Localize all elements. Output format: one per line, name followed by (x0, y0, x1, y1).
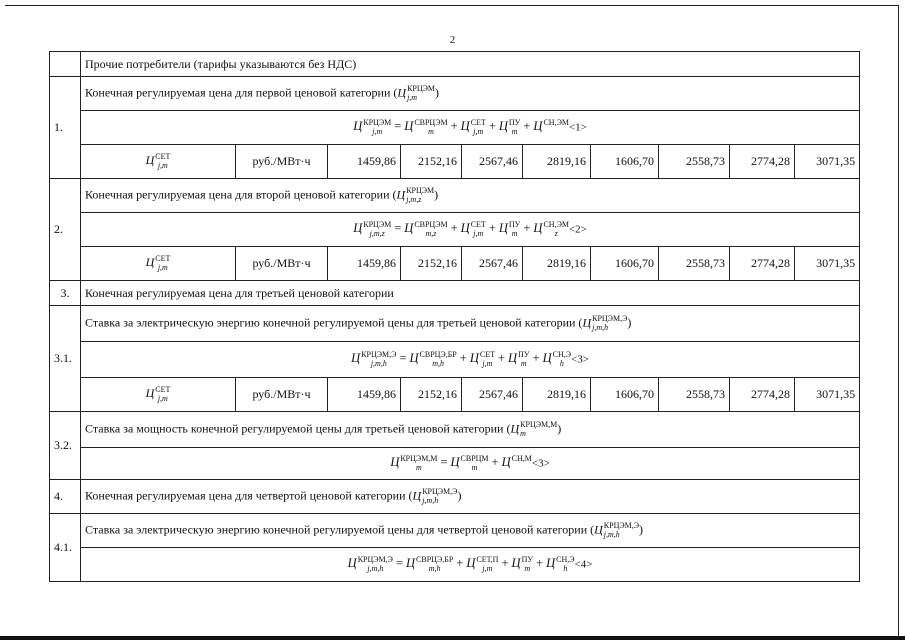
formula (81, 111, 860, 145)
table-row (50, 306, 860, 342)
symbol-sup: СЕТ (470, 118, 486, 127)
symbol-sup: СЕТ (155, 254, 171, 263)
symbol-sup: СН,Э (556, 555, 575, 564)
symbol-sub: z (554, 229, 558, 238)
symbol-sup: СВРЦЭ,БР (416, 555, 454, 564)
operator: + (459, 351, 467, 366)
page-number: 2 (449, 34, 456, 46)
section-label (81, 514, 860, 548)
operator: + (536, 556, 544, 571)
symbol-sup: СВРЦМ (460, 454, 489, 463)
symbol-base: Ц (546, 556, 556, 571)
symbol-sup: СВРЦЭМ (414, 220, 448, 229)
section-number: 4. (50, 480, 81, 514)
formula (81, 342, 860, 378)
symbol-sup: ПУ (518, 350, 530, 359)
label-close: ) (627, 315, 632, 330)
symbol-base: Ц (412, 488, 422, 503)
symbol (406, 555, 454, 573)
tariff-value-cell: 2774,28 (730, 378, 795, 412)
symbol (511, 555, 534, 573)
symbol-sub: m (520, 429, 526, 438)
symbol (466, 555, 499, 573)
tariff-value-cell: 1459,86 (328, 145, 401, 179)
symbol-sub: j,m,h (603, 530, 620, 539)
symbol-sub: j,m (482, 359, 493, 368)
symbol (353, 220, 392, 238)
symbol-sup: КРЦЭМ,М (400, 454, 438, 463)
unit-cell: руб./МВт·ч (236, 378, 328, 412)
symbol-base: Ц (353, 221, 363, 236)
symbol-sup: ПУ (508, 220, 521, 229)
table-row (50, 342, 860, 378)
table-row (50, 213, 860, 247)
symbol-sup: КРЦЭМ,Э (361, 350, 397, 359)
symbol-base: Ц (460, 221, 470, 236)
symbol-base: Ц (582, 315, 592, 330)
unit-cell: руб./МВт·ч (236, 247, 328, 281)
symbol-sup: КРЦЭМ (407, 84, 436, 93)
table-row (50, 77, 860, 111)
table-row (50, 378, 860, 412)
tariff-value-cell: 2819,16 (523, 247, 591, 281)
table-row (50, 281, 860, 306)
tariff-value-cell: 1606,70 (591, 378, 659, 412)
symbol-base: Ц (533, 221, 543, 236)
symbol-sup: КРЦЭМ,Э (357, 555, 393, 564)
symbol-base: Ц (469, 351, 479, 366)
table-row (50, 111, 860, 145)
symbol-sup: СВРЦЭМ (414, 118, 448, 127)
symbol (546, 555, 575, 573)
symbol (498, 220, 521, 238)
symbol (450, 454, 489, 472)
operator: + (450, 119, 458, 134)
table-row (50, 412, 860, 448)
symbol-sup: СЕТ (470, 220, 486, 229)
label-close: ) (639, 522, 644, 537)
symbol (409, 350, 457, 368)
tariff-value-cell: 2567,46 (462, 378, 523, 412)
symbol-base: Ц (450, 455, 460, 470)
section-number: 2. (50, 179, 81, 281)
rate-symbol-cell (81, 378, 236, 412)
operator: = (394, 119, 402, 134)
section-label (81, 179, 860, 213)
symbol-sub: m (511, 229, 518, 238)
symbol-sub: j,m,z (406, 195, 422, 204)
symbol-sup: СЕТ (479, 350, 495, 359)
symbol-base: Ц (510, 421, 520, 436)
symbol-sup: СВРЦЭ,БР (419, 350, 457, 359)
tariff-table (49, 51, 860, 582)
symbol-sup: КРЦЭМ (363, 118, 392, 127)
symbol (145, 254, 171, 272)
symbol (404, 220, 448, 238)
symbol-sub: j,m,h (367, 564, 384, 573)
tariff-value-cell: 2819,16 (523, 378, 591, 412)
symbol-sub: m (520, 359, 527, 368)
symbol-base: Ц (145, 255, 155, 270)
section-label (81, 77, 860, 111)
tariff-value-cell: 1606,70 (591, 145, 659, 179)
symbol-sup: СН,М (511, 454, 532, 463)
symbol-sub: j,m,z (369, 229, 385, 238)
table-row (50, 548, 860, 582)
symbol-sup: ПУ (508, 118, 521, 127)
symbol (498, 118, 521, 136)
symbol (542, 350, 572, 368)
symbol-base: Ц (404, 119, 414, 134)
symbol-sup: КРЦЭМ,Э (422, 487, 458, 496)
tariff-value-cell: 2152,16 (401, 145, 462, 179)
symbol-base: Ц (466, 556, 476, 571)
tariff-value-cell: 1606,70 (591, 247, 659, 281)
symbol-base: Ц (409, 351, 419, 366)
symbol-base: Ц (397, 85, 407, 100)
symbol-sub: m,z (425, 229, 437, 238)
symbol (508, 350, 530, 368)
label-text: Ставка за электрическую энергию конечной регулируемой цены для третьей ценовой категории ( (85, 315, 583, 330)
table-row (50, 448, 860, 480)
operator: + (488, 119, 496, 134)
operator: + (501, 556, 509, 571)
symbol-sub: m,h (428, 564, 441, 573)
unit-cell: руб./МВт·ч (236, 145, 328, 179)
tariff-value-cell: 3071,35 (795, 378, 860, 412)
section-number: 4.1. (50, 514, 81, 582)
table-row (50, 247, 860, 281)
label-close: ) (434, 187, 439, 202)
symbol-base: Ц (145, 386, 155, 401)
tariff-value-cell: 2567,46 (462, 247, 523, 281)
formula-reference: <3> (531, 457, 550, 470)
page-edge-shadow (0, 636, 905, 640)
operator: + (488, 221, 496, 236)
table-row (50, 514, 860, 548)
symbol-sub: j,m (473, 229, 484, 238)
label-text: Конечная регулируемая цена для четвертой ценовой категории ( (85, 488, 413, 503)
formula-reference: <4> (574, 558, 593, 571)
symbol-base: Ц (404, 221, 414, 236)
symbol-sub: j,m (157, 394, 168, 403)
symbol-sub: m,h (432, 359, 445, 368)
symbol-sub: j,m,h (592, 323, 609, 332)
symbol-sub: h (563, 564, 568, 573)
formula (81, 548, 860, 582)
symbol-base: Ц (533, 119, 543, 134)
operator: + (523, 221, 531, 236)
tariff-value-cell: 2774,28 (730, 145, 795, 179)
symbol-base: Ц (594, 522, 603, 537)
symbol-sup: КРЦЭМ,Э (603, 521, 640, 530)
operator: + (532, 351, 540, 366)
operator: + (497, 351, 506, 366)
symbol (145, 152, 171, 170)
symbol-sub: j,m (372, 127, 383, 136)
label-close: ) (557, 421, 562, 436)
tariff-value-cell: 3071,35 (795, 145, 860, 179)
section-number: 3. (50, 281, 81, 306)
symbol-sub: j,m (482, 564, 493, 573)
label-text: Конечная регулируемая цена для первой ценовой категории ( (85, 85, 398, 100)
symbol (469, 350, 495, 368)
operator: + (523, 119, 531, 134)
section-label (81, 480, 860, 514)
symbol-base: Ц (347, 556, 357, 571)
label-text: Конечная регулируемая цена для второй ценовой категории ( (85, 187, 397, 202)
symbol-base: Ц (351, 351, 361, 366)
symbol (347, 555, 393, 573)
symbol-sub: j,m (157, 161, 168, 170)
tariff-value-cell: 2558,73 (659, 145, 730, 179)
symbol-sup: СН,ЭМ (543, 220, 569, 229)
table-row (50, 179, 860, 213)
symbol-sup: ПУ (521, 555, 534, 564)
tariff-value-cell: 2567,46 (462, 145, 523, 179)
symbol-base: Ц (542, 351, 552, 366)
symbol (533, 220, 569, 238)
symbol-base: Ц (498, 221, 508, 236)
table-row (50, 52, 860, 77)
tariff-value-cell: 1459,86 (328, 378, 401, 412)
symbol-sub: m (415, 463, 422, 472)
symbol-sub: j,m (407, 93, 418, 102)
symbol-sub: m (428, 127, 434, 136)
section-label (81, 306, 860, 342)
symbol-base: Ц (511, 556, 521, 571)
symbol-sup: СН,Э (552, 350, 572, 359)
operator: = (394, 221, 402, 236)
operator: + (456, 556, 464, 571)
table-row (50, 145, 860, 179)
symbol-sup: КРЦЭМ (363, 220, 392, 229)
symbol-sup: КРЦЭМ (406, 186, 435, 195)
operator: + (491, 455, 499, 470)
symbol-sup: СЕТ,П (476, 555, 499, 564)
symbol-sup: КРЦЭМ,М (520, 420, 558, 429)
symbol (353, 118, 392, 136)
formula-reference: <2> (568, 223, 587, 236)
tariff-value-cell: 2774,28 (730, 247, 795, 281)
symbol-sub: j,m,h (370, 359, 387, 368)
label-text: Ставка за мощность конечной регулируемой цены для третьей ценовой категории ( (85, 421, 511, 436)
symbol-sup: СН,ЭМ (543, 118, 569, 127)
symbol-sub: h (559, 359, 564, 368)
symbol (404, 118, 448, 136)
symbol-base: Ц (396, 187, 406, 202)
symbol-sup: СЕТ (155, 385, 171, 394)
tariff-value-cell: 2558,73 (659, 247, 730, 281)
symbol-base: Ц (498, 119, 508, 134)
section-label: Конечная регулируемая цена для третьей ценовой категории (81, 281, 860, 306)
symbol-sub (512, 464, 532, 472)
formula (81, 213, 860, 247)
formula-reference: <1> (568, 121, 587, 134)
rate-symbol-cell (81, 247, 236, 281)
symbol-base: Ц (460, 119, 470, 134)
symbol (460, 118, 486, 136)
symbol-base: Ц (501, 455, 511, 470)
operator: + (450, 221, 458, 236)
operator: = (395, 556, 404, 571)
operator: = (440, 455, 448, 470)
symbol-sup: СЕТ (155, 152, 171, 161)
tariff-value-cell: 1459,86 (328, 247, 401, 281)
symbol-sub (543, 128, 569, 136)
symbol (351, 350, 397, 368)
formula-reference: <3> (571, 353, 589, 366)
section-header-label: Прочие потребители (тарифы указываются без НДС) (81, 52, 860, 77)
section-number: 1. (50, 77, 81, 179)
section-number: 3.2. (50, 412, 81, 480)
symbol (533, 119, 569, 133)
tariff-value-cell: 2152,16 (401, 247, 462, 281)
symbol-base: Ц (390, 455, 400, 470)
label-text: Ставка за электрическую энергию конечной регулируемой цены для четвертой ценовой категории ( (85, 522, 595, 537)
symbol (460, 220, 486, 238)
table-row (50, 480, 860, 514)
tariff-value-cell: 2558,73 (659, 378, 730, 412)
symbol (145, 385, 171, 403)
symbol-base: Ц (406, 556, 416, 571)
symbol-base: Ц (353, 119, 363, 134)
symbol-sub: m (471, 463, 478, 472)
symbol-sub: m (524, 564, 531, 573)
tariff-value-cell: 2152,16 (401, 378, 462, 412)
symbol-sub: j,m (157, 263, 168, 272)
symbol-base: Ц (508, 351, 518, 366)
symbol-base: Ц (145, 153, 155, 168)
symbol-sub: m (511, 127, 518, 136)
operator: = (399, 351, 407, 366)
symbol (390, 454, 438, 472)
symbol-sup: КРЦЭМ,Э (592, 314, 628, 323)
formula (81, 448, 860, 480)
number-cell (50, 52, 81, 77)
tariff-value-cell: 3071,35 (795, 247, 860, 281)
rate-symbol-cell (81, 145, 236, 179)
section-label (81, 412, 860, 448)
label-close: ) (435, 85, 440, 100)
symbol-sub: j,m (473, 127, 484, 136)
section-number: 3.1. (50, 306, 81, 412)
tariff-value-cell: 2819,16 (523, 145, 591, 179)
label-close: ) (457, 488, 462, 503)
symbol (502, 455, 532, 469)
symbol-sub: j,m,h (422, 496, 439, 505)
